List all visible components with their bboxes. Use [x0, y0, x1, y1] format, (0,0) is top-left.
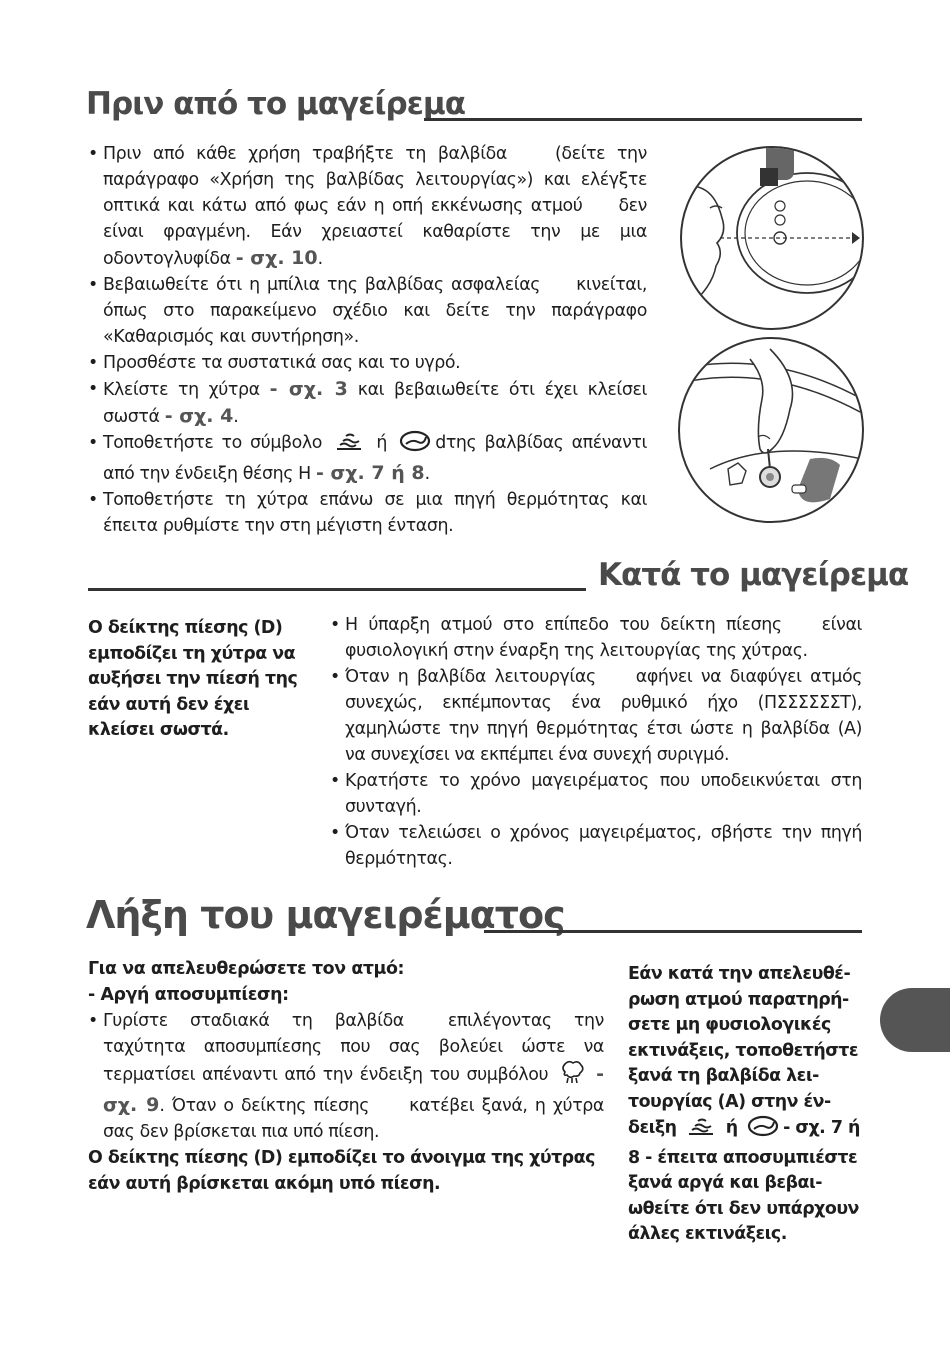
- title-rule: [424, 118, 862, 121]
- before-cooking-list: [88, 141, 647, 539]
- release-steam-subtitle: Για να απελευθερώσετε τον ατμό:: [88, 959, 405, 979]
- list-item: • Βεβαιωθείτε ότι η μπίλια της βαλβίδας ασφαλείας κινείται, όπως στο παρακείμενο σχέδιο και δείτε την παράγραφο «Καθαρισμός και συντήρηση».: [88, 272, 647, 350]
- steam-symbol-icon: [334, 430, 364, 460]
- abnormal-ejection-note: Εάν κατά την απελευθέ-ρωση ατμού παρατηρή-σετε μη φυσιολογικές εκτινάξεις, τοποθετήστε ξανά τη βαλβίδα λει-τουργίας (A) στην έν-δειξη ή - σχ. 7 ή 8 - έπειτα αποσυμπιέστε ξανά αργά και βεβαι-ωθείτε ότι δεν υπάρχουν άλλες εκτινάξεις.: [628, 964, 860, 1244]
- during-cooking-list: [330, 612, 862, 872]
- list-item: • Κρατήστε το χρόνο μαγειρέματος που υποδεικνύεται στη συνταγή.: [330, 768, 862, 820]
- list-item: • Προσθέστε τα συστατικά σας και το υγρό.: [88, 350, 647, 376]
- list-item: • Όταν η βαλβίδα λειτουργίας αφήνει να διαφύγει ατμός συνεχώς, εκπέμποντας ένα ρυθμικό ήχο (ΠΣΣΣΣΣΣΤ), χαμηλώστε την πηγή θερμότητας έτσι ώστε η βαλβίδα (A) να συνεχίσει να εκπέμπει ένα συνεχή συριγμό.: [330, 664, 862, 768]
- pressure-indicator-note: Ο δείκτης πίεσης (D) εμποδίζει τη χύτρα να αυξήσει την πίεσή της εάν αυτή δεν έχει κλείσει σωστά.: [88, 618, 298, 740]
- pot-symbol-icon: [747, 1115, 779, 1146]
- end-of-cooking-list: [88, 1008, 604, 1145]
- page-edge-tab: [880, 988, 950, 1052]
- safety-valve-illustration: [678, 337, 864, 523]
- release-symbol-icon: [559, 1060, 585, 1092]
- list-item: • Τοποθετήστε το σύμβολο ή dτης βαλβίδας απέναντι από την ένδειξη θέσης H - σχ. 7 ή 8.: [88, 430, 647, 487]
- title-rule: [484, 930, 862, 933]
- section-title-during-cooking: Κατά το μαγείρεμα: [598, 557, 909, 593]
- figure-reference: - σχ. 9: [103, 1063, 604, 1116]
- list-item: • Όταν τελειώσει ο χρόνος μαγειρέματος, σβήστε την πηγή θερμότητας.: [330, 820, 862, 872]
- list-item: • Κλείστε τη χύτρα - σχ. 3 και βεβαιωθείτε ότι έχει κλείσει σωστά - σχ. 4.: [88, 376, 647, 430]
- pressure-lock-warning: Ο δείκτης πίεσης (D) εμποδίζει το άνοιγμα της χύτρας εάν αυτή βρίσκεται ακόμη υπό πίεση.: [88, 1148, 595, 1194]
- section-title-end-of-cooking: Λήξη του μαγειρέματος: [86, 893, 565, 937]
- list-item: • Η ύπαρξη ατμού στο επίπεδο του δείκτη πίεσης είναι φυσιολογική στην έναρξη της λειτουργίας της χύτρας.: [330, 612, 862, 664]
- figure-reference: - σχ. 3: [269, 378, 348, 400]
- list-item: • Τοποθετήστε τη χύτρα επάνω σε μια πηγή θερμότητας και έπειτα ρυθμίστε την στη μέγιστη ένταση.: [88, 487, 647, 539]
- steam-symbol-icon: [686, 1115, 716, 1146]
- slow-decompression-subtitle: - Αργή αποσυμπίεση:: [88, 985, 289, 1005]
- figure-reference: - σχ. 4: [164, 405, 234, 427]
- pot-symbol-icon: [399, 430, 431, 460]
- list-item: • Γυρίστε σταδιακά τη βαλβίδα επιλέγοντας την ταχύτητα αποσυμπίεσης που σας βολεύει ώστε να τερματίσει απέναντι από την ένδειξη του συμβόλου - σχ. 9. Όταν ο δείκτης πίεσης κατέβει ξανά, η χύτρα σας δεν βρίσκεται πια υπό πίεση.: [88, 1008, 604, 1145]
- list-item: • Πριν από κάθε χρήση τραβήξτε τη βαλβίδα (δείτε την παράγραφο «Χρήση της βαλβίδας λειτουργίας») και ελέγξτε οπτικά και κάτω από φως εάν η οπή εκκένωσης ατμού δεν είναι φραγμένη. Εάν χρειαστεί καθαρίστε την με μια οδοντογλυφίδα - σχ. 10.: [88, 141, 647, 272]
- title-rule: [88, 588, 586, 591]
- lid-inspection-illustration: [680, 146, 864, 330]
- section-title-before-cooking: Πριν από το μαγείρεμα: [86, 86, 466, 122]
- figure-reference: - σχ. 7 ή 8: [315, 462, 425, 484]
- figure-reference: - σχ. 10: [235, 247, 318, 269]
